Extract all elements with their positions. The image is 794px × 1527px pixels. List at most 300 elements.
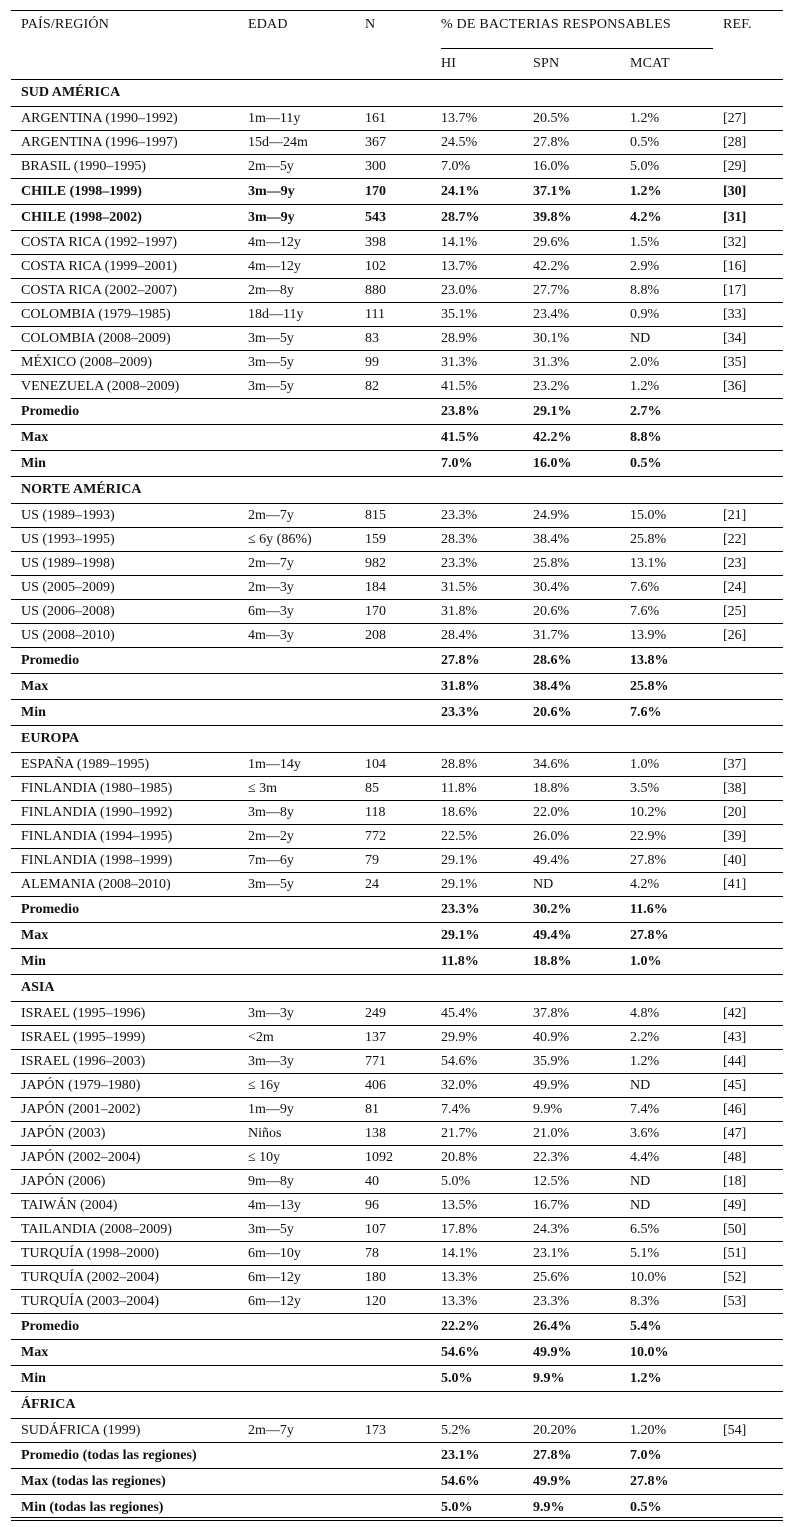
age-cell bbox=[238, 1495, 355, 1521]
country-cell: ISRAEL (1996–2003) bbox=[11, 1050, 238, 1074]
ref-cell: [23] bbox=[713, 552, 783, 576]
mcat-cell: 5.1% bbox=[620, 1242, 713, 1266]
n-cell: 180 bbox=[355, 1266, 431, 1290]
country-cell: Min bbox=[11, 1366, 238, 1392]
country-cell: ESPAÑA (1989–1995) bbox=[11, 753, 238, 777]
spn-cell: 20.20% bbox=[523, 1419, 620, 1443]
n-cell: 82 bbox=[355, 375, 431, 399]
ref-cell bbox=[713, 648, 783, 674]
ref-cell bbox=[713, 451, 783, 477]
hi-cell: 21.7% bbox=[431, 1122, 523, 1146]
bacteria-table-frame bbox=[11, 10, 783, 1518]
n-cell: 543 bbox=[355, 205, 431, 231]
mcat-cell: 1.2% bbox=[620, 1050, 713, 1074]
spn-cell: 39.8% bbox=[523, 205, 620, 231]
ref-cell: [46] bbox=[713, 1098, 783, 1122]
country-cell: JAPÓN (2003) bbox=[11, 1122, 238, 1146]
spn-cell: 37.8% bbox=[523, 1002, 620, 1026]
country-cell: COLOMBIA (1979–1985) bbox=[11, 303, 238, 327]
summary-row bbox=[11, 674, 783, 700]
mcat-cell: 10.0% bbox=[620, 1266, 713, 1290]
mcat-cell: 0.5% bbox=[620, 131, 713, 155]
ref-cell: [38] bbox=[713, 777, 783, 801]
n-cell: 208 bbox=[355, 624, 431, 648]
summary-row bbox=[11, 1340, 783, 1366]
mcat-cell: 10.2% bbox=[620, 801, 713, 825]
table-row bbox=[11, 1098, 783, 1122]
header-group-underline bbox=[441, 48, 713, 49]
country-cell: ARGENTINA (1990–1992) bbox=[11, 107, 238, 131]
mcat-cell: 5.0% bbox=[620, 155, 713, 179]
spn-cell: ND bbox=[523, 873, 620, 897]
hi-cell: 13.7% bbox=[431, 107, 523, 131]
n-cell: 161 bbox=[355, 107, 431, 131]
n-cell bbox=[355, 648, 431, 674]
country-cell: JAPÓN (2006) bbox=[11, 1170, 238, 1194]
hi-cell: 24.5% bbox=[431, 131, 523, 155]
spn-cell: 30.2% bbox=[523, 897, 620, 923]
table-row bbox=[11, 375, 783, 399]
ref-cell: [29] bbox=[713, 155, 783, 179]
spn-cell: 27.8% bbox=[523, 1443, 620, 1469]
spn-cell: 23.3% bbox=[523, 1290, 620, 1314]
n-cell: 99 bbox=[355, 351, 431, 375]
hi-cell: 14.1% bbox=[431, 231, 523, 255]
country-cell: ALEMANIA (2008–2010) bbox=[11, 873, 238, 897]
table-row bbox=[11, 777, 783, 801]
n-cell: 83 bbox=[355, 327, 431, 351]
spn-cell: 28.6% bbox=[523, 648, 620, 674]
ref-cell: [54] bbox=[713, 1419, 783, 1443]
table-body bbox=[11, 80, 783, 1521]
mcat-cell: 1.2% bbox=[620, 107, 713, 131]
spn-cell: 23.1% bbox=[523, 1242, 620, 1266]
summary-row bbox=[11, 1495, 783, 1521]
mcat-cell: ND bbox=[620, 1170, 713, 1194]
hi-cell: 28.4% bbox=[431, 624, 523, 648]
spn-cell: 35.9% bbox=[523, 1050, 620, 1074]
mcat-cell: 2.2% bbox=[620, 1026, 713, 1050]
spn-cell: 49.9% bbox=[523, 1340, 620, 1366]
ref-cell: [22] bbox=[713, 528, 783, 552]
country-cell: US (2005–2009) bbox=[11, 576, 238, 600]
table-row bbox=[11, 528, 783, 552]
mcat-cell: 6.5% bbox=[620, 1218, 713, 1242]
n-cell bbox=[355, 1443, 431, 1469]
ref-cell: [30] bbox=[713, 179, 783, 205]
n-cell: 880 bbox=[355, 279, 431, 303]
age-cell: 3m—5y bbox=[238, 873, 355, 897]
n-cell bbox=[355, 451, 431, 477]
mcat-cell: 11.6% bbox=[620, 897, 713, 923]
header-mcat: MCAT bbox=[630, 56, 670, 71]
region-name: SUD AMÉRICA bbox=[11, 80, 783, 107]
hi-cell: 28.3% bbox=[431, 528, 523, 552]
hi-cell: 45.4% bbox=[431, 1002, 523, 1026]
spn-cell: 22.0% bbox=[523, 801, 620, 825]
n-cell: 982 bbox=[355, 552, 431, 576]
country-cell: Max bbox=[11, 923, 238, 949]
country-cell: VENEZUELA (2008–2009) bbox=[11, 375, 238, 399]
age-cell bbox=[238, 399, 355, 425]
mcat-cell: 1.5% bbox=[620, 231, 713, 255]
age-cell: 6m—12y bbox=[238, 1266, 355, 1290]
n-cell: 104 bbox=[355, 753, 431, 777]
table-row bbox=[11, 131, 783, 155]
region-header-row bbox=[11, 477, 783, 504]
table-row bbox=[11, 351, 783, 375]
age-cell: 6m—3y bbox=[238, 600, 355, 624]
spn-cell: 42.2% bbox=[523, 425, 620, 451]
ref-cell: [42] bbox=[713, 1002, 783, 1026]
age-cell: 3m—5y bbox=[238, 327, 355, 351]
hi-cell: 29.9% bbox=[431, 1026, 523, 1050]
n-cell bbox=[355, 1495, 431, 1521]
spn-cell: 34.6% bbox=[523, 753, 620, 777]
age-cell: 2m—8y bbox=[238, 279, 355, 303]
header-n: N bbox=[365, 17, 376, 32]
hi-cell: 41.5% bbox=[431, 425, 523, 451]
n-cell: 102 bbox=[355, 255, 431, 279]
age-cell: 4m—13y bbox=[238, 1194, 355, 1218]
header-country: PAÍS/REGIÓN bbox=[21, 17, 110, 32]
mcat-cell: 13.1% bbox=[620, 552, 713, 576]
hi-cell: 22.5% bbox=[431, 825, 523, 849]
header-bacteria-label: % DE BACTERIAS RESPONSABLES bbox=[441, 17, 671, 32]
spn-cell: 21.0% bbox=[523, 1122, 620, 1146]
table-row bbox=[11, 327, 783, 351]
n-cell: 85 bbox=[355, 777, 431, 801]
spn-cell: 37.1% bbox=[523, 179, 620, 205]
country-cell: FINLANDIA (1994–1995) bbox=[11, 825, 238, 849]
mcat-cell: 4.4% bbox=[620, 1146, 713, 1170]
table-row-highlighted bbox=[11, 205, 783, 231]
country-cell: SUDÁFRICA (1999) bbox=[11, 1419, 238, 1443]
mcat-cell: 8.8% bbox=[620, 279, 713, 303]
spn-cell: 27.7% bbox=[523, 279, 620, 303]
spn-cell: 24.3% bbox=[523, 1218, 620, 1242]
table-row bbox=[11, 1026, 783, 1050]
spn-cell: 26.0% bbox=[523, 825, 620, 849]
summary-row bbox=[11, 451, 783, 477]
ref-cell: [17] bbox=[713, 279, 783, 303]
age-cell: 2m—5y bbox=[238, 155, 355, 179]
mcat-cell: 4.8% bbox=[620, 1002, 713, 1026]
spn-cell: 26.4% bbox=[523, 1314, 620, 1340]
mcat-cell: 25.8% bbox=[620, 674, 713, 700]
summary-row bbox=[11, 923, 783, 949]
ref-cell: [31] bbox=[713, 205, 783, 231]
country-cell: CHILE (1998–1999) bbox=[11, 179, 238, 205]
n-cell: 40 bbox=[355, 1170, 431, 1194]
country-cell: CHILE (1998–2002) bbox=[11, 205, 238, 231]
table-row bbox=[11, 552, 783, 576]
age-cell: 7m—6y bbox=[238, 849, 355, 873]
country-cell: US (1989–1993) bbox=[11, 504, 238, 528]
header-age: EDAD bbox=[248, 17, 288, 32]
spn-cell: 9.9% bbox=[523, 1495, 620, 1521]
region-header-row bbox=[11, 975, 783, 1002]
hi-cell: 13.7% bbox=[431, 255, 523, 279]
table-row bbox=[11, 1050, 783, 1074]
region-header-row bbox=[11, 726, 783, 753]
spn-cell: 23.2% bbox=[523, 375, 620, 399]
n-cell bbox=[355, 399, 431, 425]
summary-row bbox=[11, 1469, 783, 1495]
spn-cell: 49.9% bbox=[523, 1469, 620, 1495]
country-cell: JAPÓN (2001–2002) bbox=[11, 1098, 238, 1122]
country-cell: US (1989–1998) bbox=[11, 552, 238, 576]
hi-cell: 54.6% bbox=[431, 1340, 523, 1366]
n-cell: 170 bbox=[355, 179, 431, 205]
mcat-cell: 13.8% bbox=[620, 648, 713, 674]
header-hi: HI bbox=[441, 56, 457, 71]
n-cell: 111 bbox=[355, 303, 431, 327]
country-cell: ISRAEL (1995–1996) bbox=[11, 1002, 238, 1026]
mcat-cell: 10.0% bbox=[620, 1340, 713, 1366]
n-cell: 120 bbox=[355, 1290, 431, 1314]
age-cell: 3m—9y bbox=[238, 205, 355, 231]
country-cell: COSTA RICA (1999–2001) bbox=[11, 255, 238, 279]
region-name: ÁFRICA bbox=[11, 1392, 783, 1419]
mcat-cell: 1.2% bbox=[620, 375, 713, 399]
country-cell: JAPÓN (2002–2004) bbox=[11, 1146, 238, 1170]
age-cell: 4m—3y bbox=[238, 624, 355, 648]
spn-cell: 12.5% bbox=[523, 1170, 620, 1194]
ref-cell bbox=[713, 674, 783, 700]
spn-cell: 49.4% bbox=[523, 923, 620, 949]
n-cell: 118 bbox=[355, 801, 431, 825]
table-row bbox=[11, 1218, 783, 1242]
spn-cell: 30.4% bbox=[523, 576, 620, 600]
ref-cell: [18] bbox=[713, 1170, 783, 1194]
table-row bbox=[11, 231, 783, 255]
region-header-row bbox=[11, 80, 783, 107]
ref-cell: [40] bbox=[713, 849, 783, 873]
hi-cell: 7.0% bbox=[431, 155, 523, 179]
table-row bbox=[11, 1122, 783, 1146]
hi-cell: 13.3% bbox=[431, 1290, 523, 1314]
hi-cell: 23.0% bbox=[431, 279, 523, 303]
spn-cell: 29.6% bbox=[523, 231, 620, 255]
n-cell: 24 bbox=[355, 873, 431, 897]
hi-cell: 5.2% bbox=[431, 1419, 523, 1443]
hi-cell: 31.8% bbox=[431, 600, 523, 624]
n-cell bbox=[355, 425, 431, 451]
country-cell: FINLANDIA (1998–1999) bbox=[11, 849, 238, 873]
ref-cell bbox=[713, 949, 783, 975]
table-row bbox=[11, 155, 783, 179]
mcat-cell: 0.5% bbox=[620, 451, 713, 477]
country-cell: Max bbox=[11, 1340, 238, 1366]
n-cell: 78 bbox=[355, 1242, 431, 1266]
mcat-cell: 7.6% bbox=[620, 576, 713, 600]
country-cell: FINLANDIA (1990–1992) bbox=[11, 801, 238, 825]
hi-cell: 5.0% bbox=[431, 1495, 523, 1521]
hi-cell: 29.1% bbox=[431, 849, 523, 873]
age-cell: 3m—3y bbox=[238, 1002, 355, 1026]
age-cell: 4m—12y bbox=[238, 231, 355, 255]
hi-cell: 35.1% bbox=[431, 303, 523, 327]
spn-cell: 20.6% bbox=[523, 700, 620, 726]
n-cell: 1092 bbox=[355, 1146, 431, 1170]
ref-cell: [45] bbox=[713, 1074, 783, 1098]
age-cell: 6m—12y bbox=[238, 1290, 355, 1314]
hi-cell: 28.9% bbox=[431, 327, 523, 351]
country-cell: Promedio (todas las regiones) bbox=[11, 1443, 238, 1469]
hi-cell: 31.5% bbox=[431, 576, 523, 600]
table-row bbox=[11, 1419, 783, 1443]
spn-cell: 30.1% bbox=[523, 327, 620, 351]
hi-cell: 29.1% bbox=[431, 873, 523, 897]
mcat-cell: 4.2% bbox=[620, 873, 713, 897]
spn-cell: 29.1% bbox=[523, 399, 620, 425]
hi-cell: 13.5% bbox=[431, 1194, 523, 1218]
table-row bbox=[11, 576, 783, 600]
n-cell: 398 bbox=[355, 231, 431, 255]
country-cell: Promedio bbox=[11, 399, 238, 425]
country-cell: TURQUÍA (2003–2004) bbox=[11, 1290, 238, 1314]
ref-cell bbox=[713, 425, 783, 451]
summary-row bbox=[11, 949, 783, 975]
age-cell bbox=[238, 1366, 355, 1392]
country-cell: MÉXICO (2008–2009) bbox=[11, 351, 238, 375]
mcat-cell: ND bbox=[620, 1074, 713, 1098]
spn-cell: 24.9% bbox=[523, 504, 620, 528]
ref-cell bbox=[713, 1495, 783, 1521]
mcat-cell: ND bbox=[620, 327, 713, 351]
table-row bbox=[11, 753, 783, 777]
table-row bbox=[11, 849, 783, 873]
spn-cell: 49.9% bbox=[523, 1074, 620, 1098]
ref-cell: [34] bbox=[713, 327, 783, 351]
hi-cell: 31.3% bbox=[431, 351, 523, 375]
n-cell bbox=[355, 1469, 431, 1495]
n-cell: 184 bbox=[355, 576, 431, 600]
header-spn: SPN bbox=[533, 56, 560, 71]
hi-cell: 28.8% bbox=[431, 753, 523, 777]
summary-row bbox=[11, 1443, 783, 1469]
n-cell: 137 bbox=[355, 1026, 431, 1050]
country-cell: TURQUÍA (1998–2000) bbox=[11, 1242, 238, 1266]
hi-cell: 23.3% bbox=[431, 700, 523, 726]
n-cell: 367 bbox=[355, 131, 431, 155]
country-cell: COSTA RICA (2002–2007) bbox=[11, 279, 238, 303]
spn-cell: 18.8% bbox=[523, 777, 620, 801]
age-cell: 18d—11y bbox=[238, 303, 355, 327]
table-row bbox=[11, 303, 783, 327]
n-cell: 249 bbox=[355, 1002, 431, 1026]
hi-cell: 18.6% bbox=[431, 801, 523, 825]
age-cell: 2m—7y bbox=[238, 552, 355, 576]
mcat-cell: ND bbox=[620, 1194, 713, 1218]
age-cell: 2m—7y bbox=[238, 504, 355, 528]
table-row bbox=[11, 1266, 783, 1290]
n-cell bbox=[355, 700, 431, 726]
country-cell: Max bbox=[11, 674, 238, 700]
age-cell: 4m—12y bbox=[238, 255, 355, 279]
n-cell: 406 bbox=[355, 1074, 431, 1098]
age-cell bbox=[238, 451, 355, 477]
bacteria-table bbox=[11, 11, 783, 1521]
header-ref: REF. bbox=[723, 17, 752, 32]
age-cell: 6m—10y bbox=[238, 1242, 355, 1266]
mcat-cell: 8.3% bbox=[620, 1290, 713, 1314]
age-cell: 3m—3y bbox=[238, 1050, 355, 1074]
ref-cell: [52] bbox=[713, 1266, 783, 1290]
spn-cell: 31.7% bbox=[523, 624, 620, 648]
n-cell: 173 bbox=[355, 1419, 431, 1443]
age-cell: ≤ 6y (86%) bbox=[238, 528, 355, 552]
spn-cell: 16.7% bbox=[523, 1194, 620, 1218]
table-row bbox=[11, 825, 783, 849]
age-cell: 1m—11y bbox=[238, 107, 355, 131]
hi-cell: 5.0% bbox=[431, 1366, 523, 1392]
hi-cell: 14.1% bbox=[431, 1242, 523, 1266]
hi-cell: 23.1% bbox=[431, 1443, 523, 1469]
ref-cell: [41] bbox=[713, 873, 783, 897]
n-cell: 771 bbox=[355, 1050, 431, 1074]
country-cell: COSTA RICA (1992–1997) bbox=[11, 231, 238, 255]
age-cell: ≤ 16y bbox=[238, 1074, 355, 1098]
country-cell: COLOMBIA (2008–2009) bbox=[11, 327, 238, 351]
n-cell: 107 bbox=[355, 1218, 431, 1242]
n-cell bbox=[355, 1340, 431, 1366]
mcat-cell: 7.0% bbox=[620, 1443, 713, 1469]
mcat-cell: 5.4% bbox=[620, 1314, 713, 1340]
hi-cell: 20.8% bbox=[431, 1146, 523, 1170]
hi-cell: 23.3% bbox=[431, 552, 523, 576]
n-cell bbox=[355, 897, 431, 923]
mcat-cell: 1.0% bbox=[620, 949, 713, 975]
ref-cell: [44] bbox=[713, 1050, 783, 1074]
ref-cell: [24] bbox=[713, 576, 783, 600]
hi-cell: 11.8% bbox=[431, 777, 523, 801]
age-cell: 3m—9y bbox=[238, 179, 355, 205]
table-row bbox=[11, 624, 783, 648]
spn-cell: 16.0% bbox=[523, 451, 620, 477]
table-row-highlighted bbox=[11, 179, 783, 205]
table-row bbox=[11, 1194, 783, 1218]
country-cell: BRASIL (1990–1995) bbox=[11, 155, 238, 179]
hi-cell: 11.8% bbox=[431, 949, 523, 975]
country-cell: Min (todas las regiones) bbox=[11, 1495, 238, 1521]
hi-cell: 7.4% bbox=[431, 1098, 523, 1122]
country-cell: TURQUÍA (2002–2004) bbox=[11, 1266, 238, 1290]
table-row bbox=[11, 801, 783, 825]
table-row bbox=[11, 107, 783, 131]
spn-cell: 9.9% bbox=[523, 1098, 620, 1122]
age-cell bbox=[238, 700, 355, 726]
age-cell bbox=[238, 648, 355, 674]
n-cell bbox=[355, 1366, 431, 1392]
ref-cell bbox=[713, 897, 783, 923]
age-cell: 3m—5y bbox=[238, 351, 355, 375]
ref-cell: [28] bbox=[713, 131, 783, 155]
ref-cell bbox=[713, 399, 783, 425]
ref-cell: [16] bbox=[713, 255, 783, 279]
hi-cell: 17.8% bbox=[431, 1218, 523, 1242]
spn-cell: 27.8% bbox=[523, 131, 620, 155]
country-cell: Min bbox=[11, 451, 238, 477]
country-cell: US (1993–1995) bbox=[11, 528, 238, 552]
ref-cell bbox=[713, 700, 783, 726]
mcat-cell: 27.8% bbox=[620, 1469, 713, 1495]
spn-cell: 20.5% bbox=[523, 107, 620, 131]
hi-cell: 13.3% bbox=[431, 1266, 523, 1290]
spn-cell: 31.3% bbox=[523, 351, 620, 375]
summary-row bbox=[11, 425, 783, 451]
